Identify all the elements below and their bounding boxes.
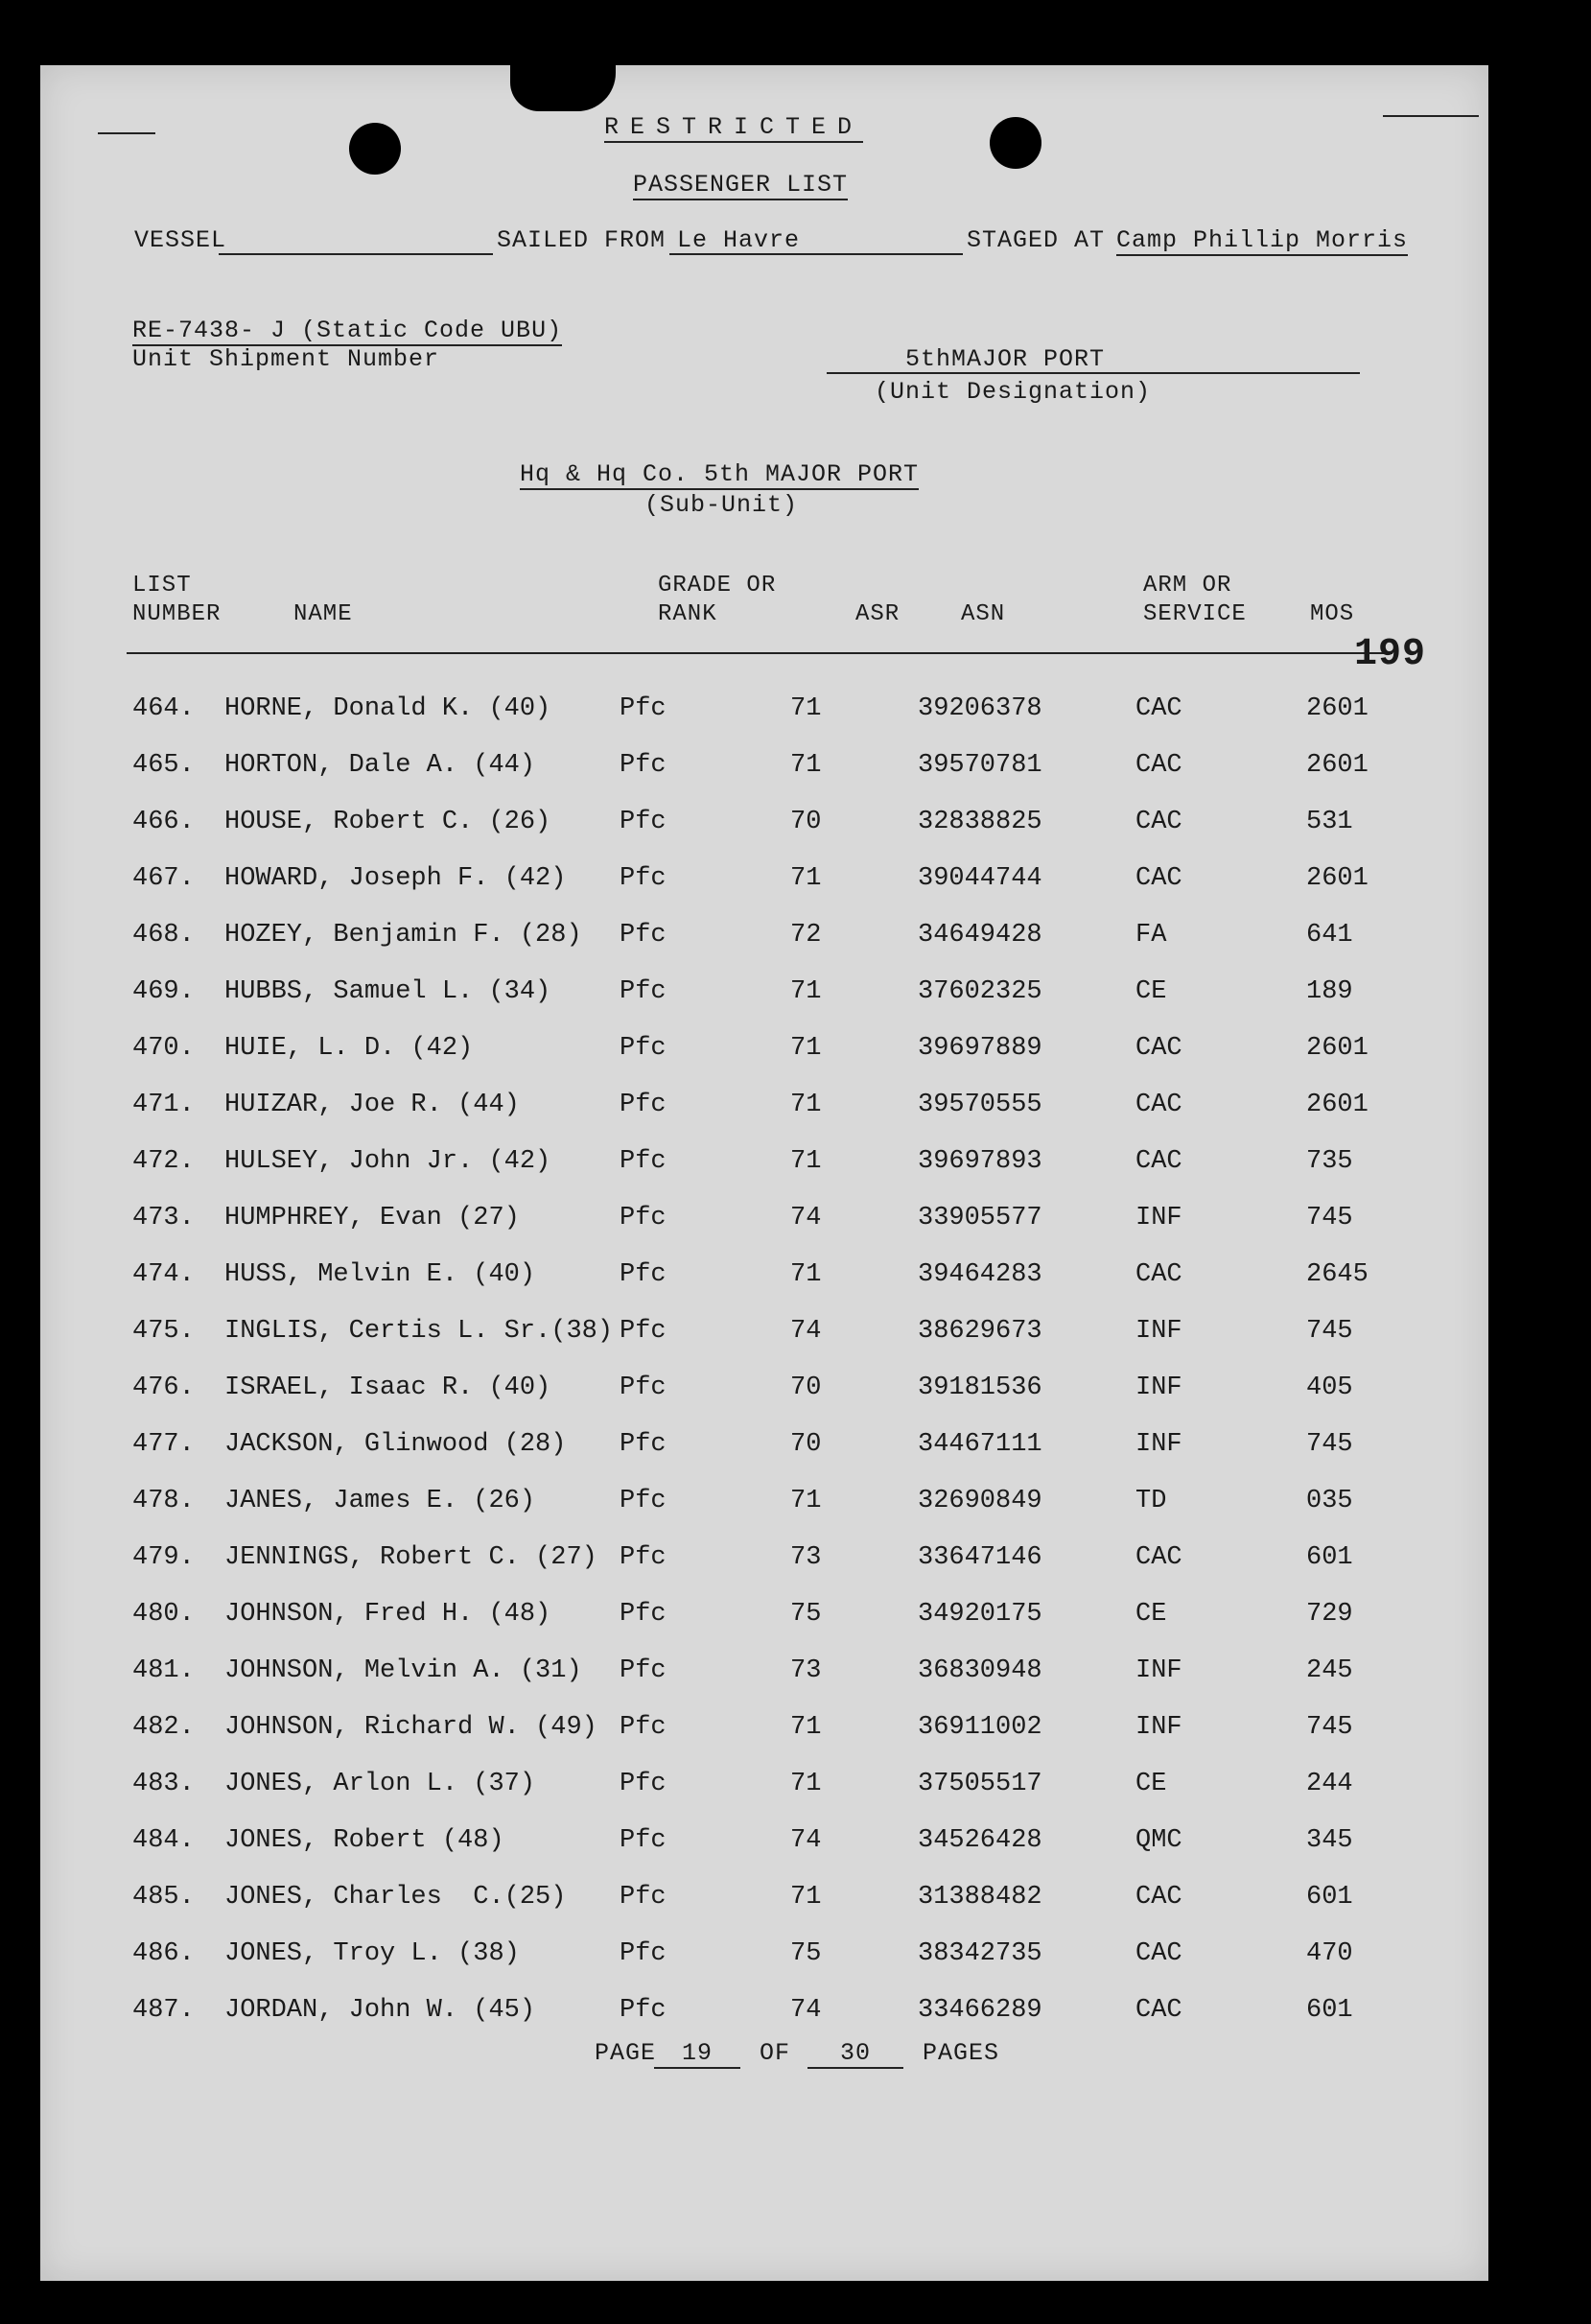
cell-asr: 73 bbox=[790, 1656, 822, 1685]
cell-grade: Pfc bbox=[620, 1600, 667, 1629]
cell-list-number: 487. bbox=[132, 1996, 195, 2025]
cell-mos: 035 bbox=[1306, 1487, 1353, 1515]
cell-asr: 71 bbox=[790, 1091, 822, 1119]
cell-list-number: 486. bbox=[132, 1939, 195, 1968]
cell-passenger-name: HULSEY, John Jr. (42) bbox=[224, 1147, 551, 1176]
cell-list-number: 479. bbox=[132, 1543, 195, 1572]
cell-list-number: 476. bbox=[132, 1373, 195, 1402]
cell-passenger-name: JANES, James E. (26) bbox=[224, 1487, 536, 1515]
cell-asn: 39697889 bbox=[918, 1034, 1042, 1063]
cell-arm-service: INF bbox=[1135, 1204, 1182, 1232]
cell-arm-service: QMC bbox=[1135, 1826, 1182, 1855]
cell-grade: Pfc bbox=[620, 1317, 667, 1346]
cell-list-number: 474. bbox=[132, 1260, 195, 1289]
cell-passenger-name: JONES, Arlon L. (37) bbox=[224, 1770, 536, 1798]
cell-asr: 71 bbox=[790, 1770, 822, 1798]
classification: RESTRICTED bbox=[604, 113, 864, 141]
cell-mos: 641 bbox=[1306, 921, 1353, 950]
cell-list-number: 468. bbox=[132, 921, 195, 950]
unit-designation-value: 5thMAJOR PORT bbox=[905, 345, 1106, 373]
cell-asr: 75 bbox=[790, 1939, 822, 1968]
cell-asn: 39464283 bbox=[918, 1260, 1042, 1289]
table-row bbox=[40, 1373, 1488, 1412]
cell-mos: 189 bbox=[1306, 977, 1353, 1006]
cell-grade: Pfc bbox=[620, 1713, 667, 1742]
cell-asn: 33466289 bbox=[918, 1996, 1042, 2025]
cell-asn: 39206378 bbox=[918, 694, 1042, 723]
cell-asn: 38629673 bbox=[918, 1317, 1042, 1346]
footer-page-value: 19 bbox=[654, 2039, 740, 2069]
table-row bbox=[40, 1600, 1488, 1638]
table-row bbox=[40, 977, 1488, 1016]
cell-list-number: 484. bbox=[132, 1826, 195, 1855]
cell-passenger-name: HUMPHREY, Evan (27) bbox=[224, 1204, 520, 1232]
col-header-asn: ASN bbox=[961, 601, 1006, 627]
cell-asr: 71 bbox=[790, 694, 822, 723]
cell-list-number: 485. bbox=[132, 1883, 195, 1912]
shipment-number: RE-7438- J (Static Code UBU) bbox=[132, 317, 563, 344]
margin-mark-left bbox=[98, 132, 155, 134]
table-row bbox=[40, 1770, 1488, 1808]
table-row bbox=[40, 1147, 1488, 1185]
margin-mark-right bbox=[1383, 115, 1479, 117]
table-row bbox=[40, 1430, 1488, 1468]
cell-arm-service: TD bbox=[1135, 1487, 1167, 1515]
cell-mos: 745 bbox=[1306, 1317, 1353, 1346]
cell-mos: 601 bbox=[1306, 1996, 1353, 2025]
cell-mos: 345 bbox=[1306, 1826, 1353, 1855]
col-header-arm: ARM OR SERVICE bbox=[1143, 573, 1247, 627]
col-header-grade: GRADE OR RANK bbox=[658, 573, 777, 627]
cell-list-number: 471. bbox=[132, 1091, 195, 1119]
table-row bbox=[40, 1260, 1488, 1299]
cell-list-number: 467. bbox=[132, 864, 195, 893]
table-row bbox=[40, 1091, 1488, 1129]
cell-passenger-name: HUBBS, Samuel L. (34) bbox=[224, 977, 551, 1006]
cell-list-number: 472. bbox=[132, 1147, 195, 1176]
cell-grade: Pfc bbox=[620, 1204, 667, 1232]
cell-passenger-name: HOWARD, Joseph F. (42) bbox=[224, 864, 567, 893]
cell-mos: 601 bbox=[1306, 1883, 1353, 1912]
staged-at-value: Camp Phillip Morris bbox=[1116, 226, 1409, 254]
sailed-from-field bbox=[669, 253, 963, 255]
cell-mos: 601 bbox=[1306, 1543, 1353, 1572]
cell-asn: 32838825 bbox=[918, 808, 1042, 836]
cell-mos: 245 bbox=[1306, 1656, 1353, 1685]
cell-grade: Pfc bbox=[620, 751, 667, 780]
col-header-name: NAME bbox=[293, 601, 353, 627]
cell-arm-service: CAC bbox=[1135, 864, 1182, 893]
cell-asr: 71 bbox=[790, 1487, 822, 1515]
table-row bbox=[40, 1543, 1488, 1582]
cell-passenger-name: HUSS, Melvin E. (40) bbox=[224, 1260, 536, 1289]
table-row bbox=[40, 1996, 1488, 2034]
cell-arm-service: CAC bbox=[1135, 808, 1182, 836]
cell-passenger-name: JOHNSON, Melvin A. (31) bbox=[224, 1656, 582, 1685]
cell-asr: 71 bbox=[790, 1260, 822, 1289]
table-row bbox=[40, 1883, 1488, 1921]
cell-asr: 74 bbox=[790, 1826, 822, 1855]
cell-asr: 70 bbox=[790, 1373, 822, 1402]
cell-grade: Pfc bbox=[620, 1770, 667, 1798]
cell-grade: Pfc bbox=[620, 1939, 667, 1968]
cell-grade: Pfc bbox=[620, 1373, 667, 1402]
cell-grade: Pfc bbox=[620, 1260, 667, 1289]
cell-list-number: 466. bbox=[132, 808, 195, 836]
cell-arm-service: INF bbox=[1135, 1430, 1182, 1459]
cell-asr: 71 bbox=[790, 864, 822, 893]
cell-arm-service: CE bbox=[1135, 1600, 1167, 1629]
cell-asn: 34649428 bbox=[918, 921, 1042, 950]
cell-asn: 36911002 bbox=[918, 1713, 1042, 1742]
cell-grade: Pfc bbox=[620, 977, 667, 1006]
cell-mos: 735 bbox=[1306, 1147, 1353, 1176]
staged-at-label: STAGED AT bbox=[967, 226, 1106, 254]
cell-grade: Pfc bbox=[620, 1147, 667, 1176]
cell-passenger-name: JONES, Robert (48) bbox=[224, 1826, 504, 1855]
cell-list-number: 477. bbox=[132, 1430, 195, 1459]
cell-mos: 531 bbox=[1306, 808, 1353, 836]
cell-asn: 32690849 bbox=[918, 1487, 1042, 1515]
cell-arm-service: CAC bbox=[1135, 1939, 1182, 1968]
cell-asn: 34526428 bbox=[918, 1826, 1042, 1855]
footer-of-label: OF bbox=[760, 2039, 791, 2067]
cell-asr: 74 bbox=[790, 1317, 822, 1346]
cell-asn: 39697893 bbox=[918, 1147, 1042, 1176]
table-row bbox=[40, 1826, 1488, 1865]
footer-page-label: PAGE bbox=[595, 2039, 657, 2067]
cell-passenger-name: HOUSE, Robert C. (26) bbox=[224, 808, 551, 836]
cell-passenger-name: JONES, Charles C.(25) bbox=[224, 1883, 567, 1912]
cell-arm-service: FA bbox=[1135, 921, 1167, 950]
punch-hole-left bbox=[349, 123, 401, 175]
cell-asn: 33647146 bbox=[918, 1543, 1042, 1572]
col-header-mos: MOS bbox=[1310, 601, 1355, 627]
table-row bbox=[40, 808, 1488, 846]
table-row bbox=[40, 1656, 1488, 1695]
cell-passenger-name: HORTON, Dale A. (44) bbox=[224, 751, 536, 780]
cell-arm-service: CAC bbox=[1135, 1091, 1182, 1119]
cell-arm-service: CE bbox=[1135, 1770, 1167, 1798]
cell-mos: 745 bbox=[1306, 1204, 1353, 1232]
table-row bbox=[40, 1487, 1488, 1525]
cell-mos: 745 bbox=[1306, 1713, 1353, 1742]
cell-arm-service: CAC bbox=[1135, 1260, 1182, 1289]
vessel-label: VESSEL bbox=[134, 226, 227, 254]
cell-grade: Pfc bbox=[620, 1091, 667, 1119]
cell-grade: Pfc bbox=[620, 694, 667, 723]
cell-arm-service: INF bbox=[1135, 1317, 1182, 1346]
cell-grade: Pfc bbox=[620, 808, 667, 836]
unit-designation-label: (Unit Designation) bbox=[875, 378, 1152, 406]
sailed-from-value: Le Havre bbox=[677, 226, 801, 254]
footer-pages-label: PAGES bbox=[923, 2039, 1000, 2067]
cell-mos: 244 bbox=[1306, 1770, 1353, 1798]
punch-hole-right bbox=[990, 117, 1041, 169]
cell-grade: Pfc bbox=[620, 1543, 667, 1572]
table-row bbox=[40, 1204, 1488, 1242]
cell-passenger-name: JONES, Troy L. (38) bbox=[224, 1939, 520, 1968]
table-row bbox=[40, 694, 1488, 733]
sub-unit-value: Hq & Hq Co. 5th MAJOR PORT bbox=[520, 460, 920, 488]
cell-asr: 70 bbox=[790, 808, 822, 836]
document-title: PASSENGER LIST bbox=[633, 171, 849, 199]
cell-arm-service: CE bbox=[1135, 977, 1167, 1006]
cell-grade: Pfc bbox=[620, 1430, 667, 1459]
document-page bbox=[40, 65, 1488, 2281]
cell-grade: Pfc bbox=[620, 921, 667, 950]
cell-asn: 34467111 bbox=[918, 1430, 1042, 1459]
cell-mos: 405 bbox=[1306, 1373, 1353, 1402]
cell-asn: 39044744 bbox=[918, 864, 1042, 893]
cell-arm-service: INF bbox=[1135, 1373, 1182, 1402]
header-rule bbox=[127, 652, 1392, 654]
cell-grade: Pfc bbox=[620, 864, 667, 893]
table-row bbox=[40, 864, 1488, 903]
cell-passenger-name: JORDAN, John W. (45) bbox=[224, 1996, 536, 2025]
cell-grade: Pfc bbox=[620, 1996, 667, 2025]
cell-mos: 2601 bbox=[1306, 1034, 1369, 1063]
cell-asn: 37602325 bbox=[918, 977, 1042, 1006]
table-row bbox=[40, 751, 1488, 789]
cell-mos: 745 bbox=[1306, 1430, 1353, 1459]
sailed-from-label: SAILED FROM bbox=[497, 226, 667, 254]
cell-list-number: 478. bbox=[132, 1487, 195, 1515]
cell-asr: 71 bbox=[790, 1034, 822, 1063]
unit-designation-field bbox=[827, 372, 1360, 374]
cell-passenger-name: HUIE, L. D. (42) bbox=[224, 1034, 474, 1063]
footer-of-value: 30 bbox=[807, 2039, 903, 2069]
cell-asr: 71 bbox=[790, 1147, 822, 1176]
cell-asr: 74 bbox=[790, 1204, 822, 1232]
cell-asr: 73 bbox=[790, 1543, 822, 1572]
col-header-asr: ASR bbox=[855, 601, 901, 627]
cell-passenger-name: JACKSON, Glinwood (28) bbox=[224, 1430, 567, 1459]
cell-arm-service: CAC bbox=[1135, 1034, 1182, 1063]
cell-grade: Pfc bbox=[620, 1883, 667, 1912]
cell-arm-service: INF bbox=[1135, 1713, 1182, 1742]
cell-list-number: 481. bbox=[132, 1656, 195, 1685]
cell-asr: 74 bbox=[790, 1996, 822, 2025]
cell-arm-service: CAC bbox=[1135, 1147, 1182, 1176]
cell-list-number: 465. bbox=[132, 751, 195, 780]
cell-asr: 71 bbox=[790, 751, 822, 780]
cell-list-number: 483. bbox=[132, 1770, 195, 1798]
cell-mos: 729 bbox=[1306, 1600, 1353, 1629]
cell-asr: 71 bbox=[790, 1713, 822, 1742]
col-header-list-number: LIST NUMBER bbox=[132, 573, 222, 627]
cell-passenger-name: INGLIS, Certis L. Sr.(38) bbox=[224, 1317, 614, 1346]
cell-mos: 2601 bbox=[1306, 1091, 1369, 1119]
table-row bbox=[40, 1034, 1488, 1072]
torn-corner bbox=[510, 54, 616, 111]
cell-asn: 39570555 bbox=[918, 1091, 1042, 1119]
cell-list-number: 480. bbox=[132, 1600, 195, 1629]
cell-mos: 2601 bbox=[1306, 751, 1369, 780]
cell-list-number: 482. bbox=[132, 1713, 195, 1742]
cell-asn: 36830948 bbox=[918, 1656, 1042, 1685]
table-row bbox=[40, 1317, 1488, 1355]
cell-passenger-name: HORNE, Donald K. (40) bbox=[224, 694, 551, 723]
cell-asr: 71 bbox=[790, 1883, 822, 1912]
cell-arm-service: CAC bbox=[1135, 694, 1182, 723]
cell-passenger-name: HUIZAR, Joe R. (44) bbox=[224, 1091, 520, 1119]
cell-list-number: 473. bbox=[132, 1204, 195, 1232]
page-stamp: 199 bbox=[1354, 633, 1427, 676]
cell-passenger-name: JENNINGS, Robert C. (27) bbox=[224, 1543, 597, 1572]
cell-asn: 37505517 bbox=[918, 1770, 1042, 1798]
cell-grade: Pfc bbox=[620, 1487, 667, 1515]
cell-asr: 71 bbox=[790, 977, 822, 1006]
cell-list-number: 464. bbox=[132, 694, 195, 723]
cell-arm-service: INF bbox=[1135, 1656, 1182, 1685]
cell-asn: 39570781 bbox=[918, 751, 1042, 780]
cell-asr: 72 bbox=[790, 921, 822, 950]
cell-arm-service: CAC bbox=[1135, 1883, 1182, 1912]
table-row bbox=[40, 1939, 1488, 1978]
cell-asn: 31388482 bbox=[918, 1883, 1042, 1912]
cell-passenger-name: HOZEY, Benjamin F. (28) bbox=[224, 921, 582, 950]
cell-grade: Pfc bbox=[620, 1034, 667, 1063]
cell-mos: 2645 bbox=[1306, 1260, 1369, 1289]
cell-mos: 2601 bbox=[1306, 694, 1369, 723]
cell-passenger-name: JOHNSON, Richard W. (49) bbox=[224, 1713, 597, 1742]
cell-asn: 34920175 bbox=[918, 1600, 1042, 1629]
table-row bbox=[40, 1713, 1488, 1751]
cell-asn: 38342735 bbox=[918, 1939, 1042, 1968]
cell-asr: 75 bbox=[790, 1600, 822, 1629]
cell-list-number: 470. bbox=[132, 1034, 195, 1063]
cell-passenger-name: JOHNSON, Fred H. (48) bbox=[224, 1600, 551, 1629]
cell-list-number: 475. bbox=[132, 1317, 195, 1346]
cell-grade: Pfc bbox=[620, 1656, 667, 1685]
cell-mos: 470 bbox=[1306, 1939, 1353, 1968]
cell-arm-service: CAC bbox=[1135, 1996, 1182, 2025]
cell-asn: 39181536 bbox=[918, 1373, 1042, 1402]
table-row bbox=[40, 921, 1488, 959]
cell-arm-service: CAC bbox=[1135, 1543, 1182, 1572]
cell-list-number: 469. bbox=[132, 977, 195, 1006]
cell-asr: 70 bbox=[790, 1430, 822, 1459]
sub-unit-label: (Sub-Unit) bbox=[644, 491, 799, 519]
cell-passenger-name: ISRAEL, Isaac R. (40) bbox=[224, 1373, 551, 1402]
shipment-label: Unit Shipment Number bbox=[132, 345, 440, 373]
cell-arm-service: CAC bbox=[1135, 751, 1182, 780]
cell-grade: Pfc bbox=[620, 1826, 667, 1855]
cell-mos: 2601 bbox=[1306, 864, 1369, 893]
vessel-field bbox=[219, 253, 493, 255]
cell-asn: 33905577 bbox=[918, 1204, 1042, 1232]
